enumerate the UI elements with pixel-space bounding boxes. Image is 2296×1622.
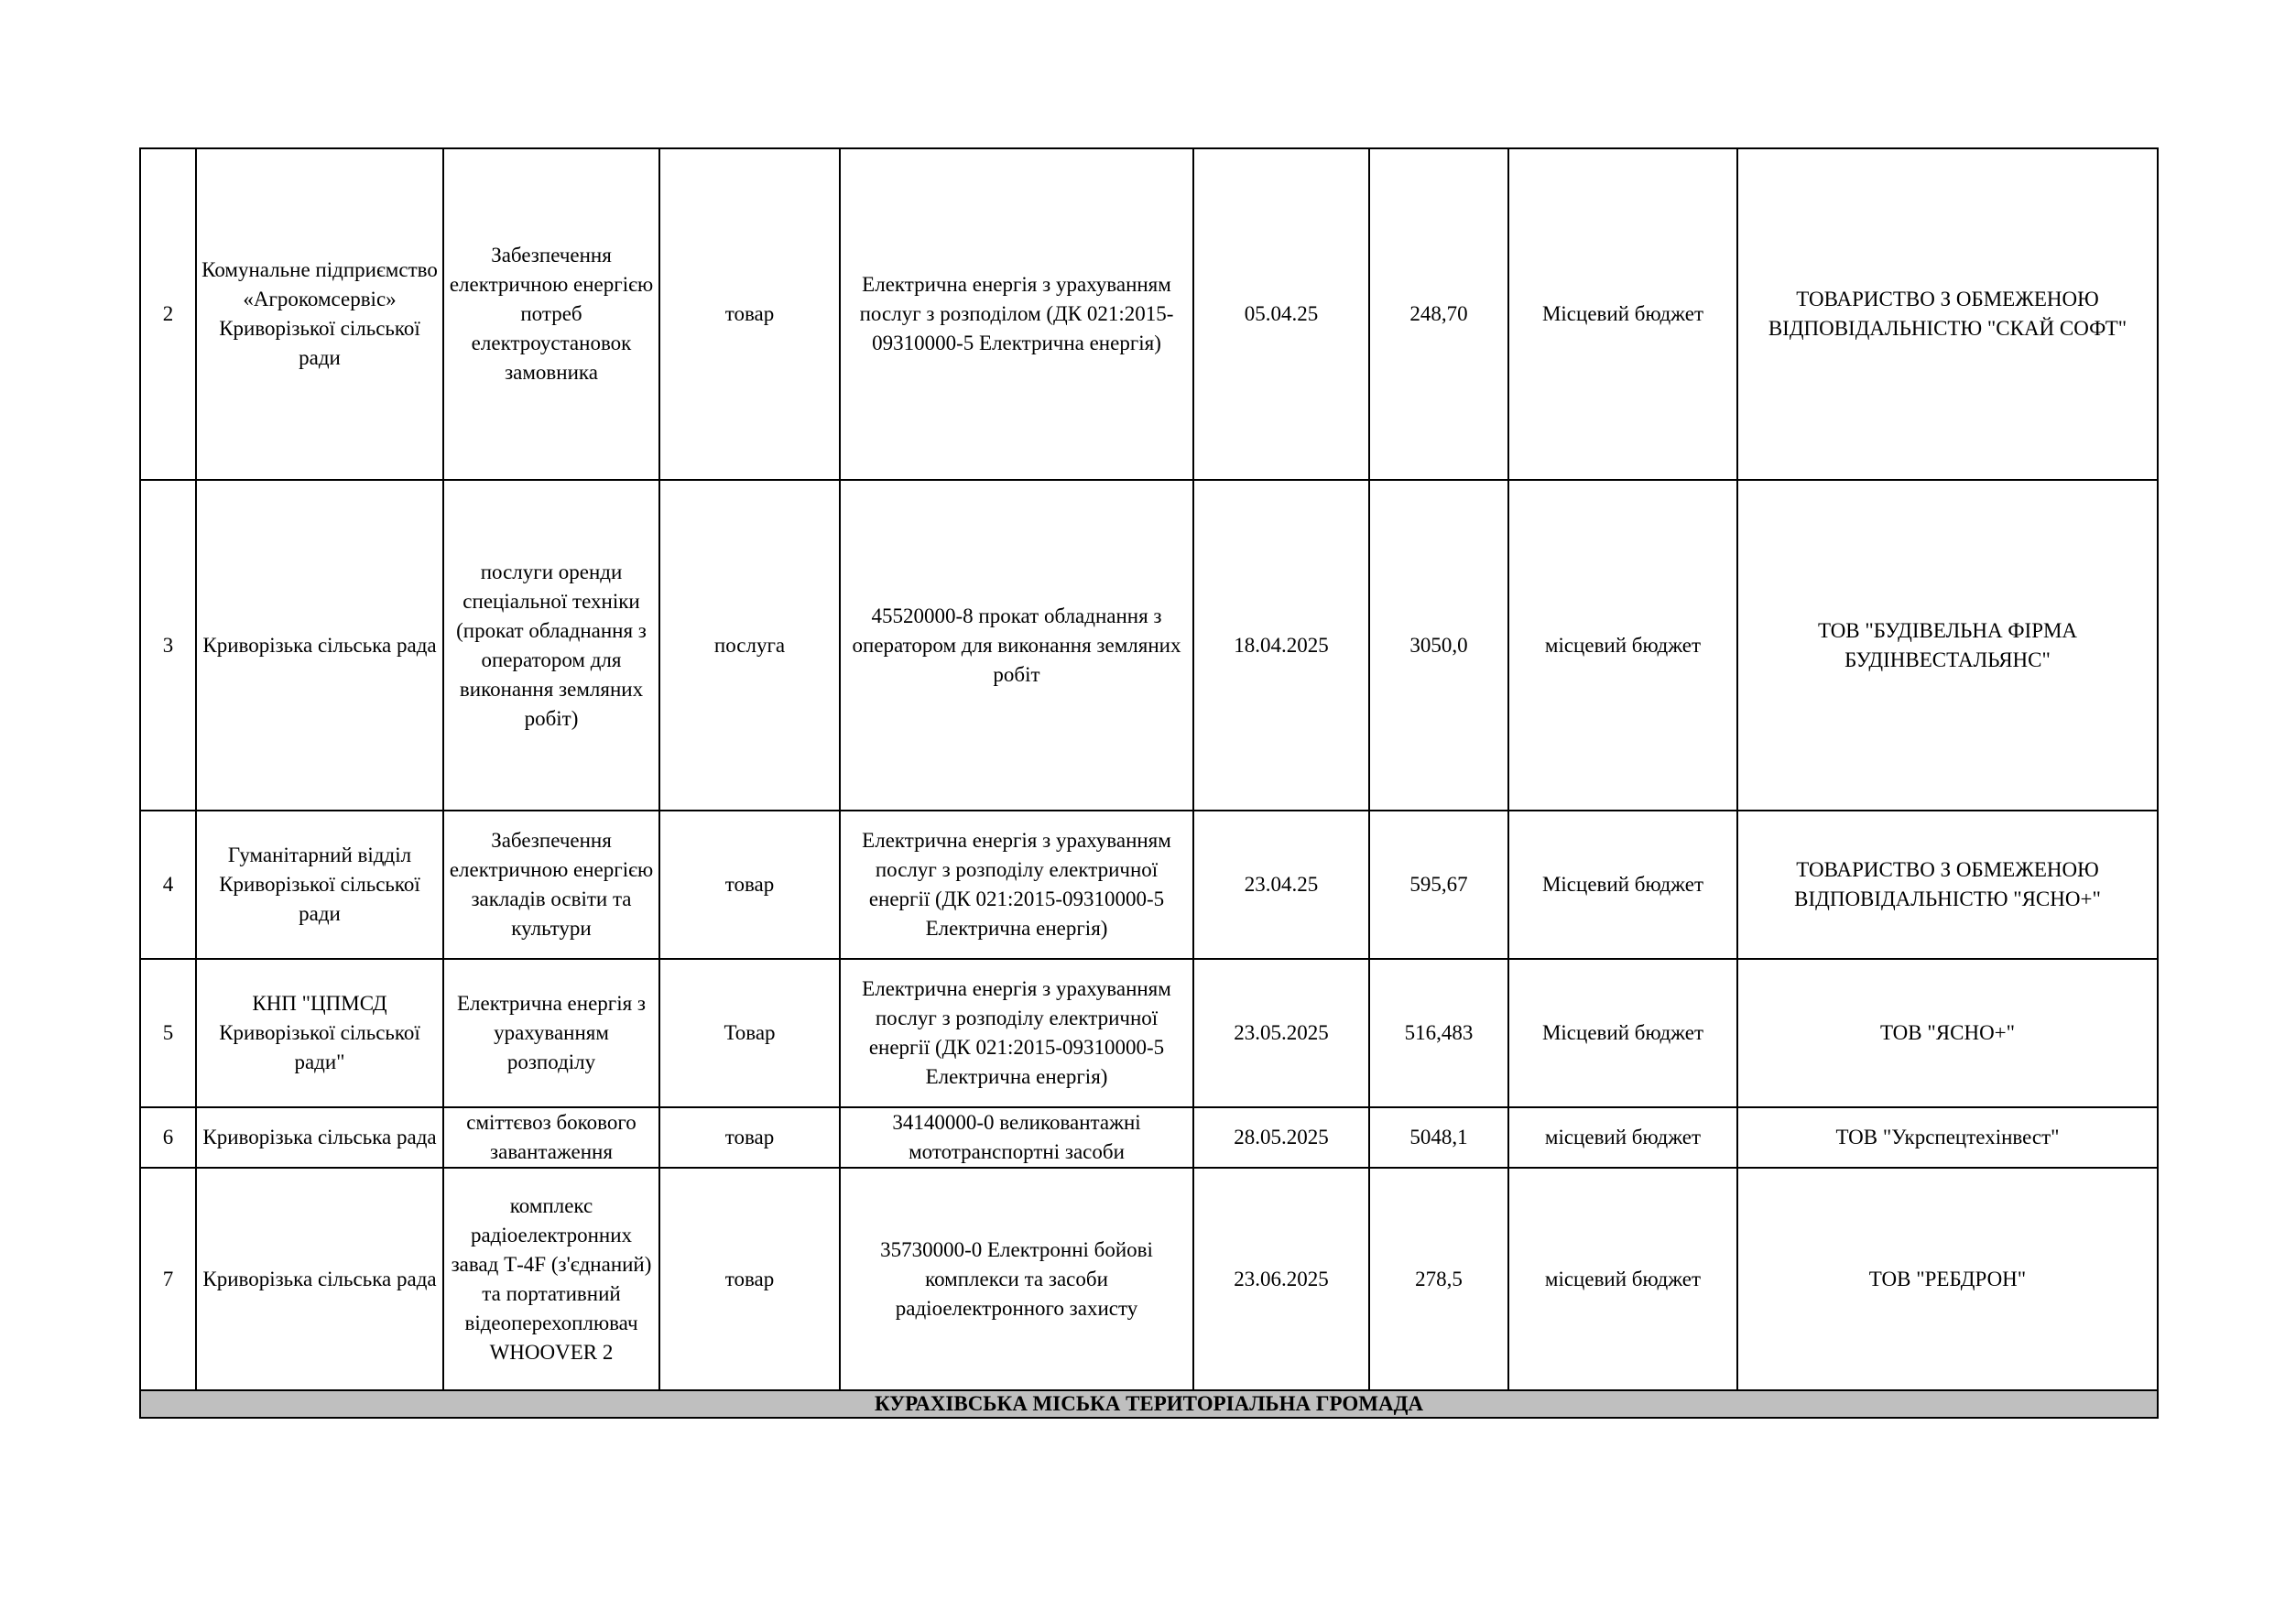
supplier-cell: ТОВ "РЕБДРОН"	[1737, 1168, 2158, 1390]
table-row	[140, 1168, 2158, 1390]
supplier-cell: ТОВ "ЯСНО+"	[1737, 959, 2158, 1107]
type-cell: товар	[659, 811, 840, 959]
purpose-cell: послуги оренди спеціальної техніки (прокат обладнання з оператором для виконання земляних робіт)	[443, 480, 659, 811]
type-cell: послуга	[659, 480, 840, 811]
customer-cell: Криворізька сільська рада	[196, 480, 443, 811]
subject-cell: 35730000-0 Електронні бойові комплекси та засоби радіоелектронного захисту	[840, 1168, 1193, 1390]
funding-source-cell: місцевий бюджет	[1508, 1107, 1737, 1168]
procurement-table	[139, 147, 2159, 1419]
date-cell: 05.04.25	[1193, 148, 1369, 480]
table-row	[140, 480, 2158, 811]
subject-cell: Електрична енергія з урахуванням послуг з розподілом (ДК 021:2015-09310000-5 Електрична енергія)	[840, 148, 1193, 480]
row-number: 3	[140, 480, 196, 811]
row-number: 4	[140, 811, 196, 959]
subject-cell: Електрична енергія з урахуванням послуг з розподілу електричної енергії (ДК 021:2015-09310000-5 Електрична енергія)	[840, 959, 1193, 1107]
subject-cell: 34140000-0 великовантажні мототранспортні засоби	[840, 1107, 1193, 1168]
subject-cell: 45520000-8 прокат обладнання з оператором для виконання земляних робіт	[840, 480, 1193, 811]
type-cell: товар	[659, 1107, 840, 1168]
section-header-row	[140, 1390, 2158, 1418]
supplier-cell: ТОВАРИСТВО З ОБМЕЖЕНОЮ ВІДПОВІДАЛЬНІСТЮ "ЯСНО+"	[1737, 811, 2158, 959]
table-row	[140, 148, 2158, 480]
date-cell: 23.04.25	[1193, 811, 1369, 959]
amount-cell: 278,5	[1369, 1168, 1508, 1390]
purpose-cell: Забезпечення електричною енергією потреб електроустановок замовника	[443, 148, 659, 480]
date-cell: 28.05.2025	[1193, 1107, 1369, 1168]
purpose-cell: Забезпечення електричною енергією закладів освіти та культури	[443, 811, 659, 959]
date-cell: 23.05.2025	[1193, 959, 1369, 1107]
customer-cell: Комунальне підприємство «Агрокомсервіс» Криворізької сільської ради	[196, 148, 443, 480]
amount-cell: 5048,1	[1369, 1107, 1508, 1168]
customer-cell: Гуманітарний відділ Криворізької сільської ради	[196, 811, 443, 959]
type-cell: товар	[659, 148, 840, 480]
funding-source-cell: Місцевий бюджет	[1508, 811, 1737, 959]
table-row	[140, 959, 2158, 1107]
purpose-cell: комплекс радіоелектронних завад Т-4F (з'єднаний) та портативний відеоперехоплювач WHOOVER 2	[443, 1168, 659, 1390]
row-number: 6	[140, 1107, 196, 1168]
amount-cell: 248,70	[1369, 148, 1508, 480]
type-cell: Товар	[659, 959, 840, 1107]
row-number: 7	[140, 1168, 196, 1390]
amount-cell: 595,67	[1369, 811, 1508, 959]
section-title: КУРАХІВСЬКА МІСЬКА ТЕРИТОРІАЛЬНА ГРОМАДА	[140, 1390, 2158, 1418]
funding-source-cell: Місцевий бюджет	[1508, 148, 1737, 480]
supplier-cell: ТОВАРИСТВО З ОБМЕЖЕНОЮ ВІДПОВІДАЛЬНІСТЮ "СКАЙ СОФТ"	[1737, 148, 2158, 480]
row-number: 2	[140, 148, 196, 480]
customer-cell: Криворізька сільська рада	[196, 1107, 443, 1168]
customer-cell: КНП "ЦПМСД Криворізької сільської ради"	[196, 959, 443, 1107]
row-number: 5	[140, 959, 196, 1107]
purpose-cell: сміттєвоз бокового завантаження	[443, 1107, 659, 1168]
supplier-cell: ТОВ "Укрспецтехінвест"	[1737, 1107, 2158, 1168]
amount-cell: 3050,0	[1369, 480, 1508, 811]
funding-source-cell: Місцевий бюджет	[1508, 959, 1737, 1107]
table-row	[140, 811, 2158, 959]
table-row	[140, 1107, 2158, 1168]
funding-source-cell: місцевий бюджет	[1508, 1168, 1737, 1390]
type-cell: товар	[659, 1168, 840, 1390]
customer-cell: Криворізька сільська рада	[196, 1168, 443, 1390]
purpose-cell: Електрична енергія з урахуванням розподілу	[443, 959, 659, 1107]
amount-cell: 516,483	[1369, 959, 1508, 1107]
date-cell: 23.06.2025	[1193, 1168, 1369, 1390]
subject-cell: Електрична енергія з урахуванням послуг з розподілу електричної енергії (ДК 021:2015-09310000-5 Електрична енергія)	[840, 811, 1193, 959]
supplier-cell: ТОВ "БУДІВЕЛЬНА ФІРМА БУДІНВЕСТАЛЬЯНС"	[1737, 480, 2158, 811]
date-cell: 18.04.2025	[1193, 480, 1369, 811]
funding-source-cell: місцевий бюджет	[1508, 480, 1737, 811]
